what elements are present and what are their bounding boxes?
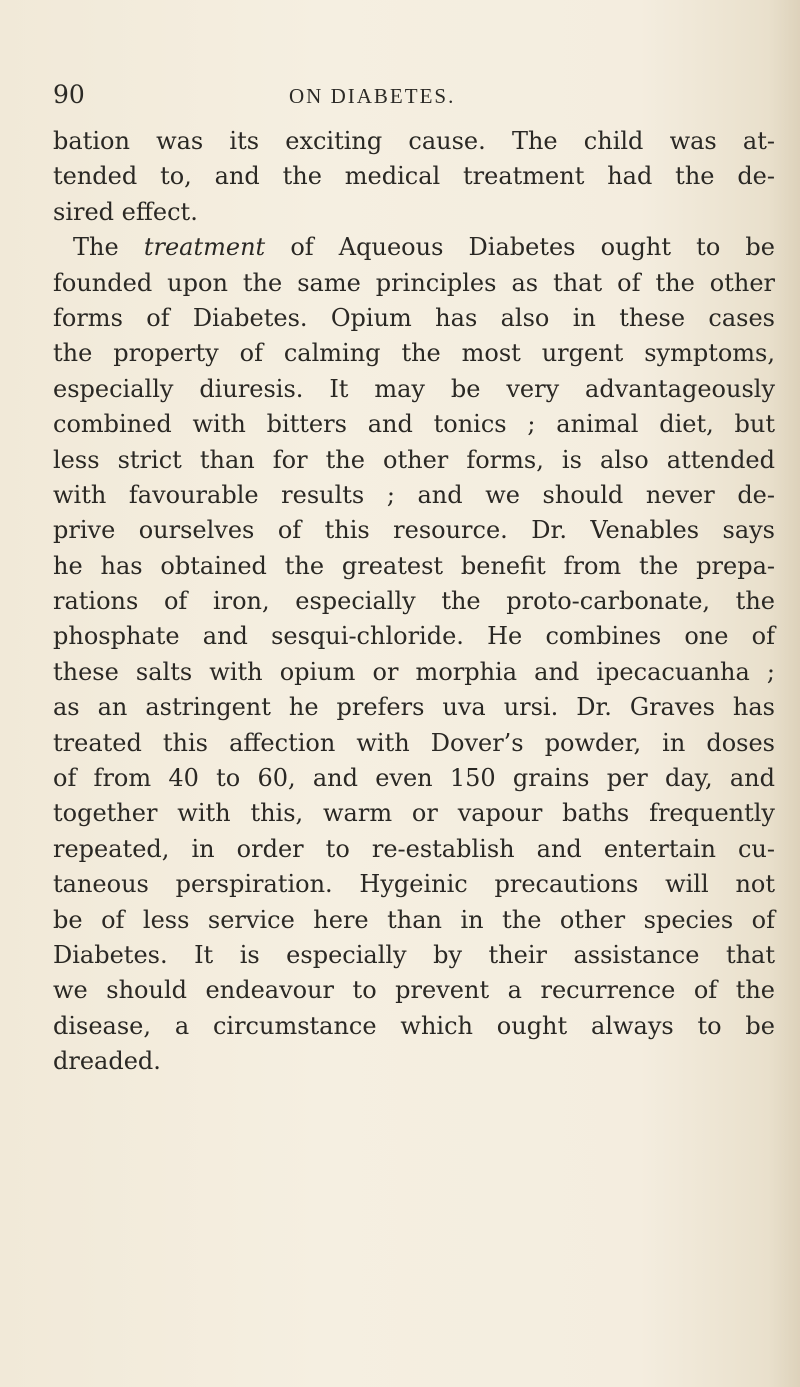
text-line: less strict than for the other forms, is also attended [53,445,775,474]
text-line: taneous perspiration. Hygeinic precautions will not [53,870,775,899]
text-line: bation was its exciting cause. The child was at- [53,127,775,155]
text-line: dreaded. [53,1047,161,1076]
text-line: rations of iron, especially the proto-carbonate, the [53,587,775,616]
text-line: we should endeavour to prevent a recurrence of the [53,976,775,1005]
page-header [53,80,753,110]
text-line: the property of calming the most urgent symptoms, [53,339,775,368]
running-head: ON DIABETES. [289,84,456,108]
text-line: forms of Diabetes. Opium has also in these cases [53,303,775,332]
text-line: with favourable results ; and we should never de- [53,480,775,509]
text-line: be of less service here than in the other species of [53,905,775,934]
text-line: repeated, in order to re-establish and entertain cu- [53,834,775,863]
text-line: these salts with opium or morphia and ipecacuanha ; [53,657,775,686]
body-text [53,124,775,1080]
text-line: disease, a circumstance which ought always to be [53,1011,775,1040]
text-span: The [73,233,119,262]
text-line: especially diuresis. It may be very advantageously [53,374,775,403]
text-line: sired effect. [53,197,198,226]
text-line: as an astringent he prefers uva ursi. Dr. Graves has [53,693,775,722]
text-line: founded upon the same principles as that of the other [53,268,775,297]
text-line: prive ourselves of this resource. Dr. Venables says [53,516,775,545]
text-line: combined with bitters and tonics ; animal diet, but [53,410,775,439]
text-line: he has obtained the greatest benefit from the prepa- [53,551,775,580]
italic-treatment: treatment [143,233,266,262]
text-line: Diabetes. It is especially by their assistance that [53,940,775,969]
text-line: phosphate and sesqui-chloride. He combines one of [53,622,775,651]
text-line: tended to, and the medical treatment had the de- [53,162,775,191]
text-line: of from 40 to 60, and even 150 grains per day, and [53,764,775,793]
text-line: together with this, warm or vapour baths frequently [53,799,775,828]
page-number: 90 [53,80,85,109]
paragraph-first-line [53,230,775,265]
text-line: treated this affection with Dover’s powder, in doses [53,728,775,757]
text-span: of Aqueous Diabetes ought to be [290,233,775,262]
